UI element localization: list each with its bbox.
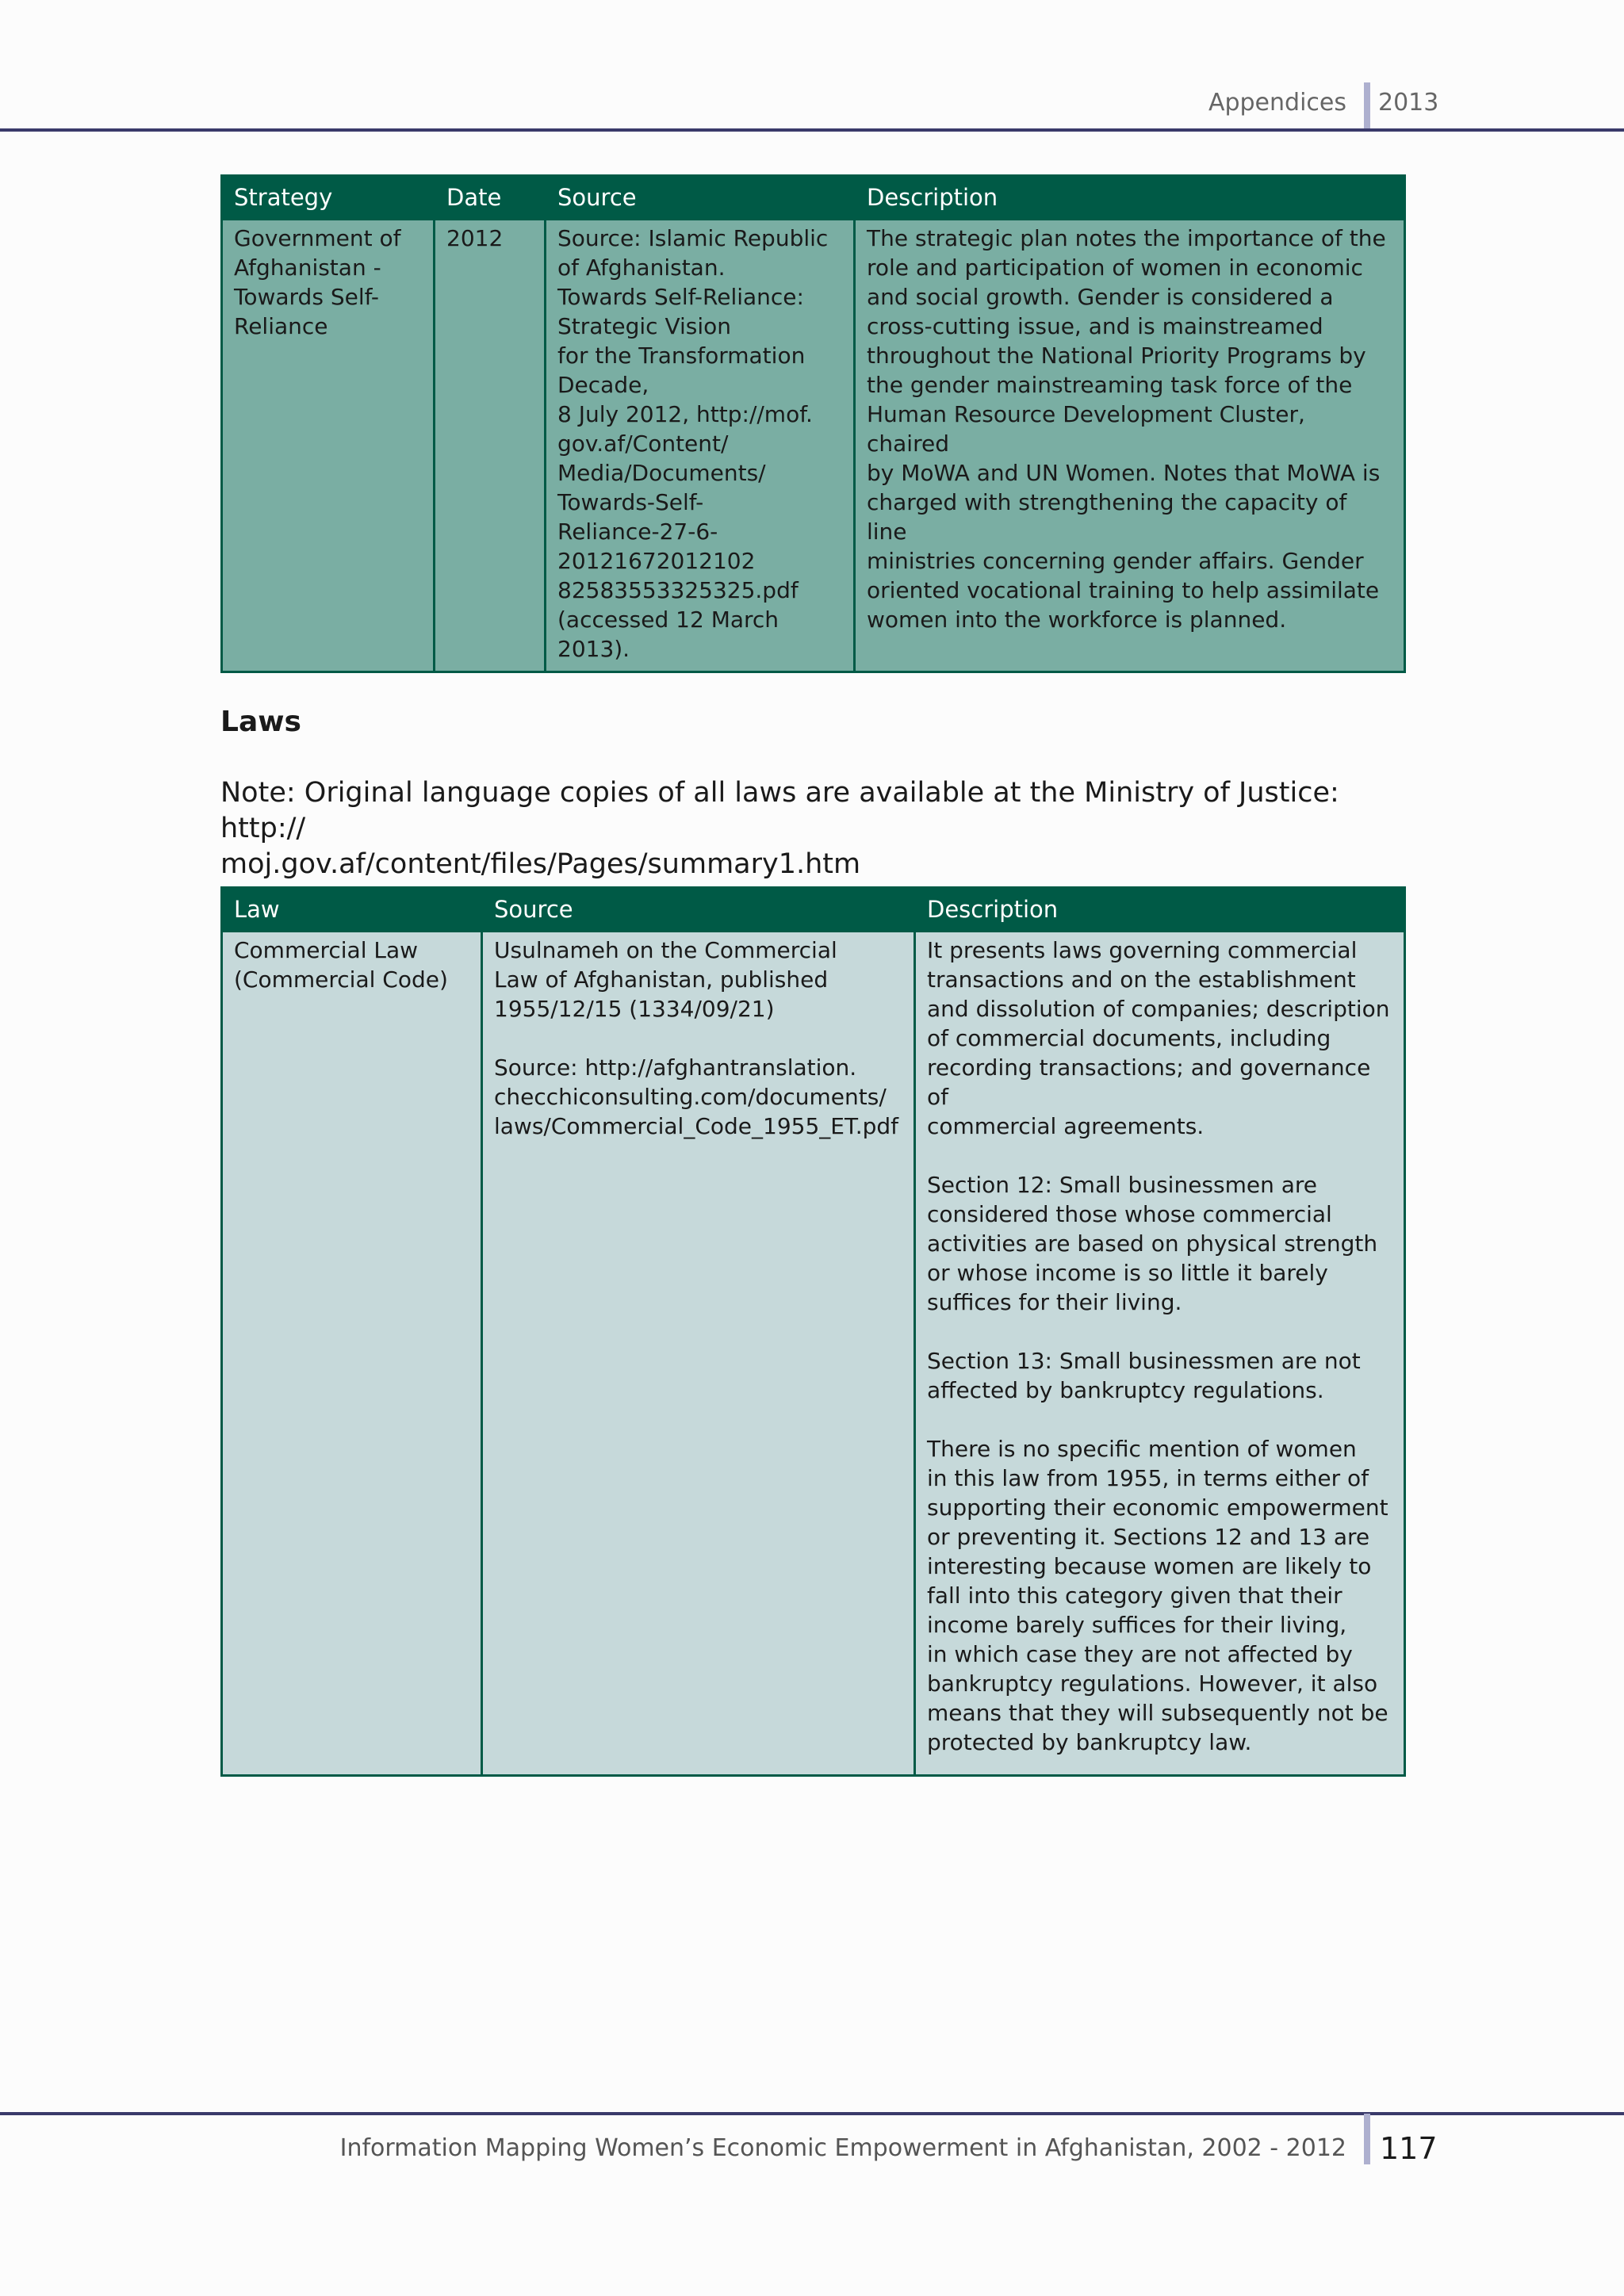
- source-cell: Usulnameh on the Commercial Law of Afghanistan, published 1955/12/15 (1334/09/21) Source: http://afghantranslation. checchiconsulting.com/documents/ laws/Commercial_Code_1955_ET.pdf: [482, 932, 915, 1776]
- footer-divider: [1364, 2114, 1370, 2164]
- page-number: 117: [1380, 2131, 1438, 2166]
- laws-heading: Laws: [220, 706, 301, 738]
- footer-rule: [0, 2112, 1624, 2115]
- column-header-law: Law: [222, 888, 482, 932]
- column-header-date: Date: [435, 176, 546, 220]
- description-cell: It presents laws governing commercial transactions and on the establishment and dissolution of companies; description of commercial documents, including recording transactions; and governance of commercial agreements. Section 12: Small businessmen are considered those whose commercial activities are based on physical strength or whose income is so little it barely suffices for their living. Section 13: Small businessmen are not affected by bankruptcy regulations. There is no specific mention of women in this law from 1955, in terms either of supporting their economic empowerment or preventing it. Sections 12 and 13 are interesting because women are likely to fall into this category given that their income barely suffices for their living, in which case they are not affected by bankruptcy regulations. However, it also means that they will subsequently not be protected by bankruptcy law.: [915, 932, 1405, 1776]
- description-cell: The strategic plan notes the importance of the role and participation of women in economic and social growth. Gender is considered a cross-cutting issue, and is mainstreamed throughout the National Priority Programs by the gender mainstreaming task force of the Human Resource Development Cluster, chaired by MoWA and UN Women. Notes that MoWA is charged with strengthening the capacity of line ministries concerning gender affairs. Gender oriented vocational training to help assimilate women into the workforce is planned.: [855, 220, 1405, 672]
- law-cell: Commercial Law (Commercial Code): [222, 932, 482, 1776]
- column-header-strategy: Strategy: [222, 176, 435, 220]
- header-rule: [0, 128, 1624, 132]
- laws-table-header: [222, 888, 1405, 932]
- table-row: [222, 932, 1405, 1776]
- strategy-table-header: [222, 176, 1405, 220]
- column-header-source: Source: [482, 888, 915, 932]
- column-header-description: Description: [855, 176, 1405, 220]
- table-row: [222, 220, 1405, 672]
- laws-table: [220, 886, 1406, 1777]
- date-cell: 2012: [435, 220, 546, 672]
- strategy-cell: Government of Afghanistan - Towards Self- Reliance: [222, 220, 435, 672]
- column-header-description: Description: [915, 888, 1405, 932]
- source-cell: Source: Islamic Republic of Afghanistan. Towards Self-Reliance: Strategic Vision for the Transformation Decade, 8 July 2012, http://mof. gov.af/Content/ Media/Documents/ Towards-Self- Reliance-27-6- 20121672012102 82583553325325.pdf (accessed 12 March 2013).: [546, 220, 855, 672]
- header-section-label: Appendices: [1208, 89, 1346, 117]
- header-year: 2013: [1378, 89, 1439, 117]
- column-header-source: Source: [546, 176, 855, 220]
- footer-title: Information Mapping Women’s Economic Empowerment in Afghanistan, 2002 - 2012: [339, 2134, 1346, 2162]
- header-divider: [1364, 82, 1370, 132]
- strategy-table: [220, 174, 1406, 673]
- laws-note: Note: Original language copies of all laws are available at the Ministry of Justice: http:// moj.gov.af/content/files/Pages/summary1.htm: [220, 777, 1339, 880]
